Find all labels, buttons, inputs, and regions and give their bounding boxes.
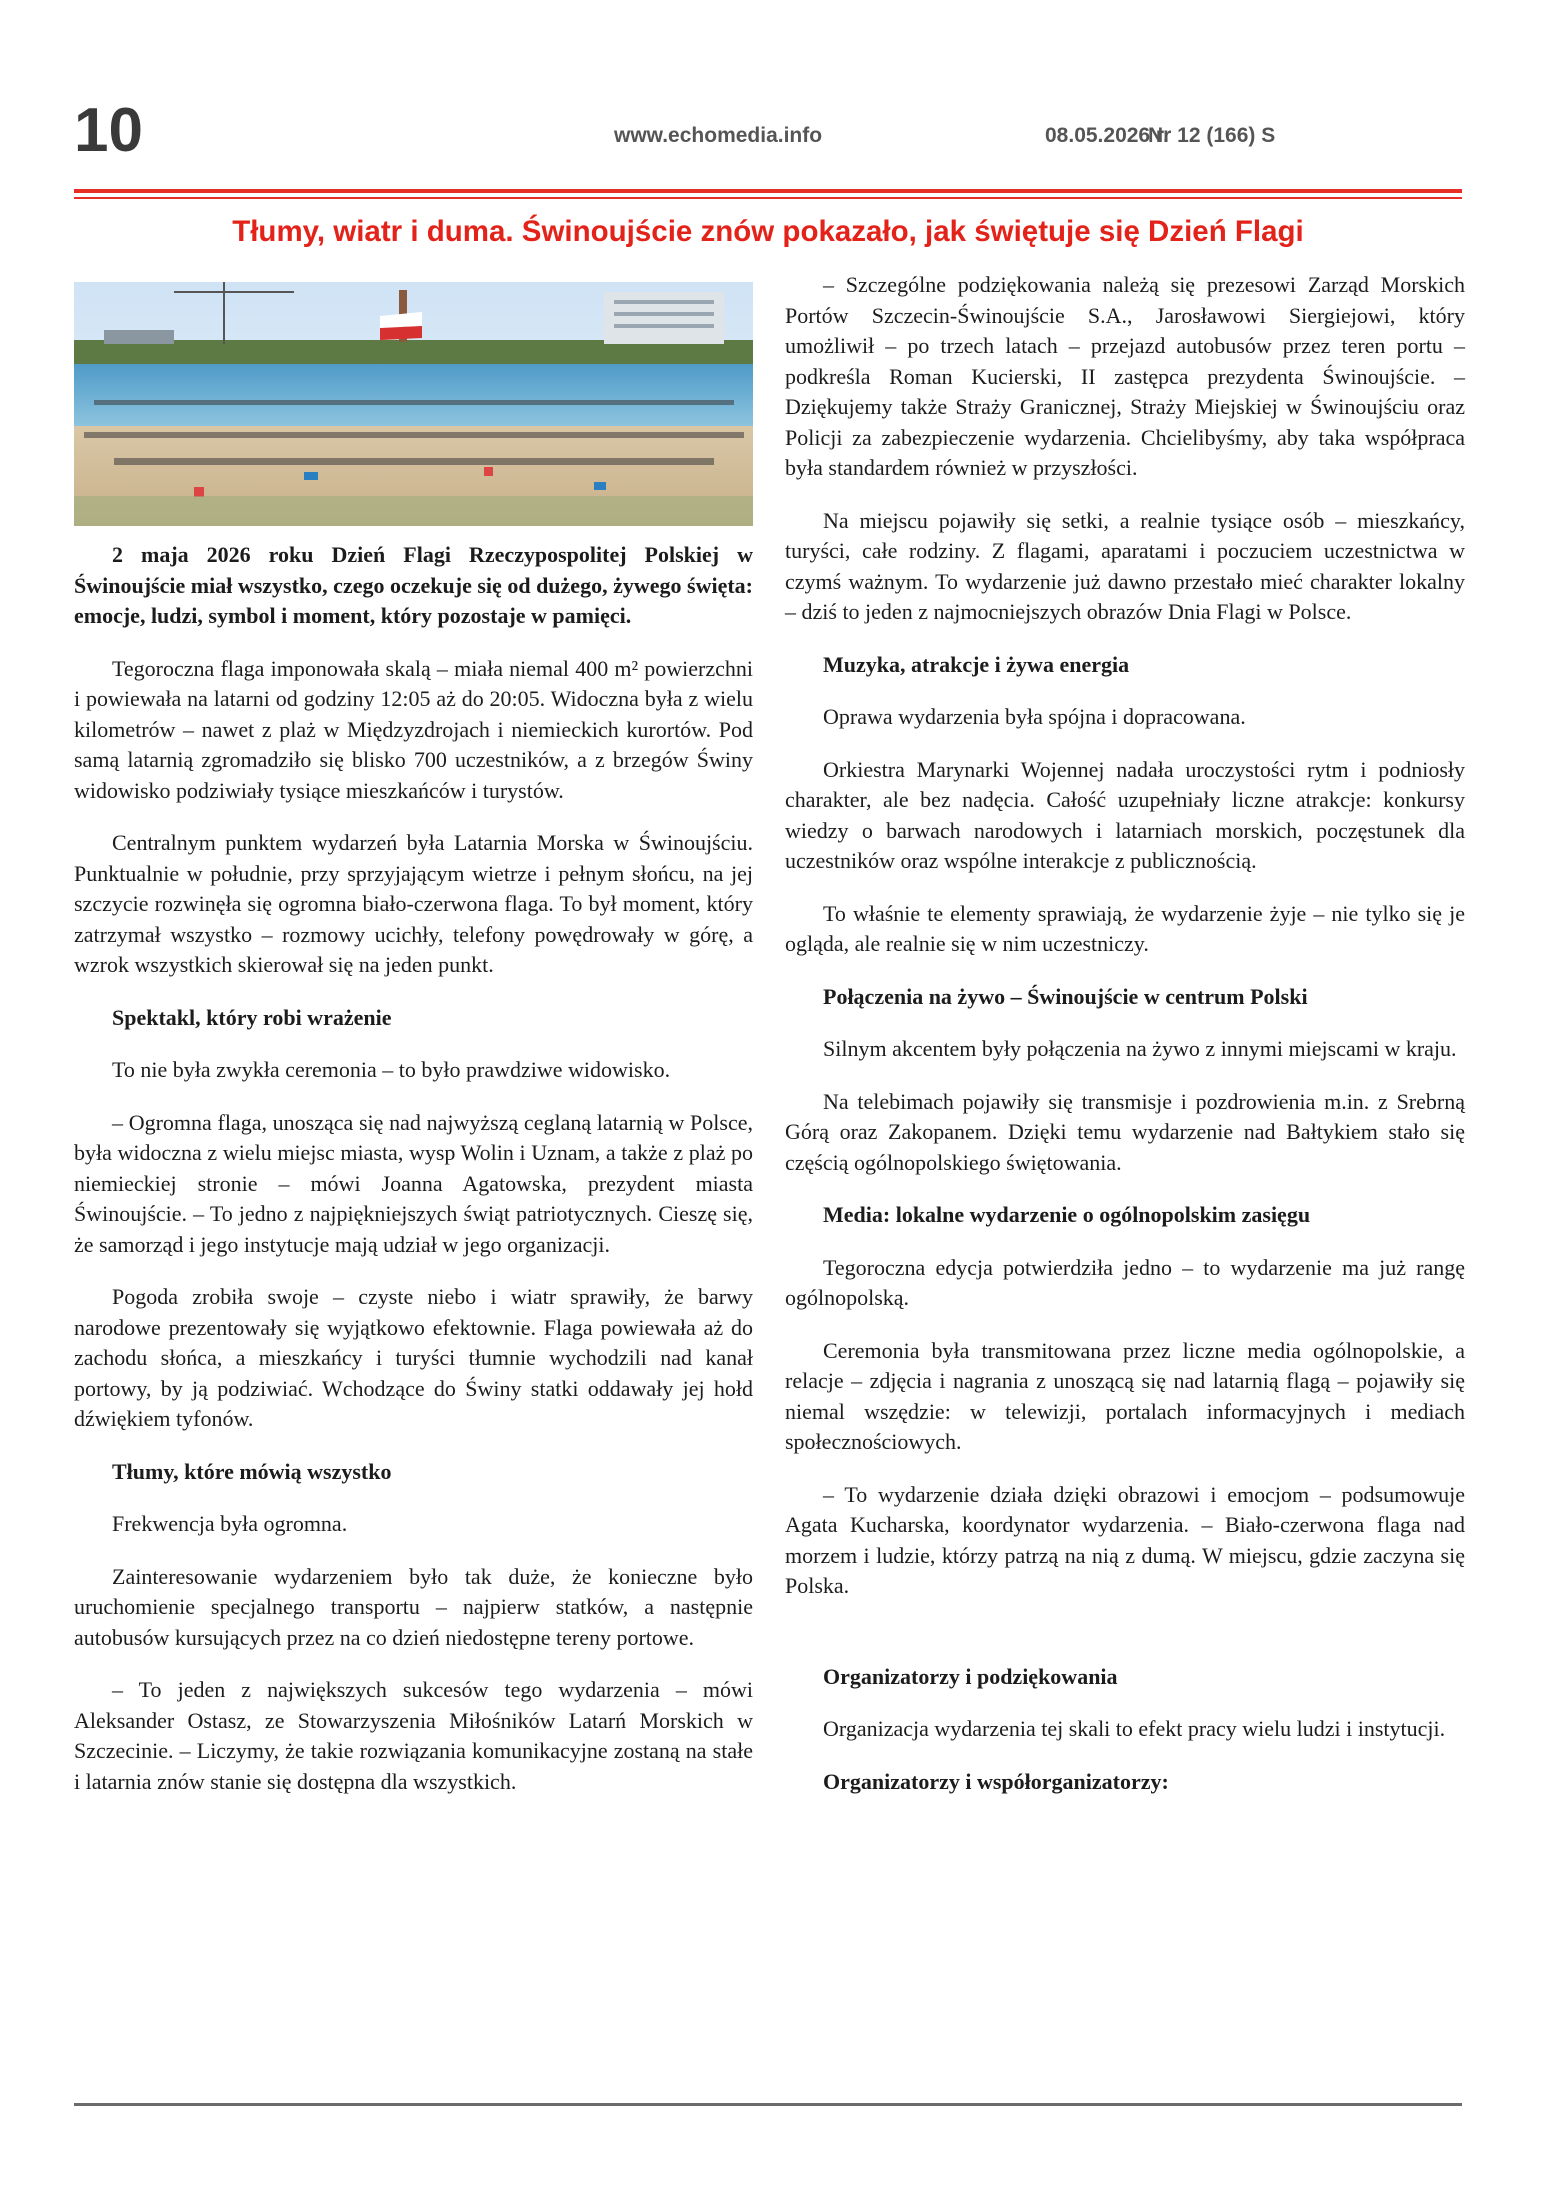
paragraph: Centralnym punktem wydarzeń była Latarnia Morska w Świnoujściu. Punktualnie w południe, przy sprzyjającym wietrze i pełnym słońcu, na jej szczycie rozwinęła się ogromna biało-czerwona flaga. To był moment, który zatrzymał wszystko – rozmowy ucichły, telefony powędrowały w górę, a wzrok wszystkich skierował się na jeden punkt. (74, 830, 753, 977)
subheading: Muzyka, atrakcje i żywa energia (823, 651, 1130, 677)
subheading: Połączenia na żywo – Świnoujście w centrum Polski (823, 983, 1308, 1009)
header-rule-thin (74, 197, 1462, 199)
paragraph: To nie była zwykła ceremonia – to było prawdziwe widowisko. (112, 1057, 671, 1082)
footer-rule (74, 2103, 1462, 2106)
issue-number: Nr 12 (166) S (1148, 124, 1276, 147)
paragraph: Na telebimach pojawiły się transmisje i pozdrowienia m.in. z Srebrną Górą oraz Zakopanem. Dzięki temu wydarzenie nad Bałtykiem stało się częścią ogólnopolskiego świętowania. (785, 1088, 1465, 1175)
website-url[interactable]: www.echomedia.info (614, 124, 823, 147)
page-number: 10 (74, 96, 143, 165)
paragraph: Silnym akcentem były połączenia na żywo z innymi miejscami w kraju. (823, 1036, 1457, 1061)
article-column-left (74, 270, 753, 1819)
paragraph: – Szczególne podziękowania należą się prezesowi Zarząd Morskich Portów Szczecin-Świnoujście S.A., Jarosławowi Siergiejowi, który umożliwił – po trzech latach – przejazd autobusów przez teren portu – podkreśla Roman Kucierski, II zastępca prezydenta Świnoujście. – Dziękujemy także Straży Granicznej, Straży Miejskiej w Świnoujściu oraz Policji za zabezpieczenie wydarzenia. Chcielibyśmy, aby taka współpraca była standardem również w przyszłości. (785, 272, 1465, 480)
paragraph: – Ogromna flaga, unosząca się nad najwyższą ceglaną latarnią w Polsce, była widoczna z wielu miejsc miasta, wysp Wolin i Uznam, a także z plaż po niemieckiej stronie – mówi Joanna Agatowska, prezydent miasta Świnoujście. – To jedno z najpiękniejszych świąt patriotycznych. Cieszę się, że samorząd i jego instytucje mają udział w jego organizacji. (74, 1109, 753, 1257)
paragraph: Organizacja wydarzenia tej skali to efekt pracy wielu ludzi i instytucji. (823, 1716, 1446, 1741)
paragraph: Tegoroczna edycja potwierdziła jedno – to wydarzenie ma już rangę ogólnopolską. (785, 1254, 1465, 1310)
article-headline: Tłumy, wiatr i duma. Świnoujście znów pokazało, jak świętuje się Dzień Flagi (232, 215, 1304, 248)
article-lead: 2 maja 2026 roku Dzień Flagi Rzeczypospolitej Polskiej w Świnoujście miał wszystko, czego oczekuje się od dużego, żywego święta: emocje, ludzi, symbol i moment, który pozostaje w pamięci. (74, 542, 753, 628)
article-column-right (785, 270, 1465, 1819)
paragraph: – To jeden z największych sukcesów tego wydarzenia – mówi Aleksander Ostasz, ze Stowarzyszenia Miłośników Latarń Morskich w Szczecinie. – Liczymy, że takie rozwiązania komunikacyjne zostaną na stałe i latarnia znów stanie się dostępna dla wszystkich. (74, 1677, 753, 1794)
header-rule-thick (74, 189, 1462, 193)
paragraph: Tegoroczna flaga imponowała skalą – miała niemal 400 m² powierzchni i powiewała na latarni od godziny 12:05 aż do 20:05. Widoczna była z wielu kilometrów – nawet z plaż w Międzyzdrojach i niemieckich kurortów. Pod samą latarnią zgromadziło się blisko 700 uczestników, a z brzegów Świny widowisko podziwiały tysiące mieszkańców i turystów. (74, 655, 753, 803)
paragraph: To właśnie te elementy sprawiają, że wydarzenie żyje – nie tylko się je ogląda, ale realnie się w nim uczestniczy. (785, 900, 1465, 956)
paragraph: Orkiestra Marynarki Wojennej nadała uroczystości rytm i podniosły charakter, ale bez nadęcia. Całość uzupełniały liczne atrakcje: konkursy wiedzy o barwach narodowych i latarniach morskich, poczęstunek dla uczestników oraz wspólne interakcje z publicznością. (785, 756, 1465, 873)
paragraph: Ceremonia była transmitowana przez liczne media ogólnopolskie, a relacje – zdjęcia i nagrania z unoszącą się nad latarnią flagą – pojawiły się niemal wszędzie: w telewizji, portalach informacyjnych i mediach społecznościowych. (785, 1337, 1465, 1454)
subheading: Media: lokalne wydarzenie o ogólnopolskim zasięgu (823, 1202, 1311, 1227)
subheading: Organizatorzy i podziękowania (823, 1663, 1118, 1689)
paragraph: Na miejscu pojawiły się setki, a realnie tysiące osób – mieszkańcy, turyści, całe rodziny. Z flagami, aparatami i poczuciem uczestnictwa w czymś ważnym. To wydarzenie już dawno przestało mieć charakter lokalny – dziś to jeden z najmocniejszych obrazów Dnia Flagi w Polsce. (785, 507, 1465, 624)
subheading: Tłumy, które mówią wszystko (112, 1458, 392, 1484)
paragraph: – To wydarzenie działa dzięki obrazowi i emocjom – podsumowuje Agata Kucharska, koordynator wydarzenia. – Biało-czerwona flaga nad morzem i ludzie, którzy patrzą na nią z dumą. W miejscu, gdzie zaczyna się Polska. (785, 1481, 1465, 1598)
paragraph: Frekwencja była ogromna. (112, 1511, 348, 1536)
beach-photo (74, 282, 753, 526)
paragraph: Pogoda zrobiła swoje – czyste niebo i wiatr sprawiły, że barwy narodowe prezentowały się wyjątkowo efektownie. Flaga powiewała aż do zachodu słońca, a mieszkańcy i turyści tłumnie wychodzili nad kanał portowy, by ją podziwiać. Wchodzące do Świny statki oddawały jej hołd dźwiękiem tyfonów. (74, 1284, 753, 1431)
subheading: Organizatorzy i współorganizatorzy: (823, 1768, 1169, 1794)
issue-date: 08.05.2026 r. (1045, 124, 1169, 147)
paragraph: Oprawa wydarzenia była spójna i dopracowana. (823, 704, 1246, 729)
paragraph: Zainteresowanie wydarzeniem było tak duże, że konieczne było uruchomienie specjalnego transportu – najpierw statków, a następnie autobusów kursujących przez na co dzień niedostępne tereny portowe. (74, 1563, 753, 1650)
subheading: Spektakl, który robi wrażenie (112, 1004, 392, 1030)
